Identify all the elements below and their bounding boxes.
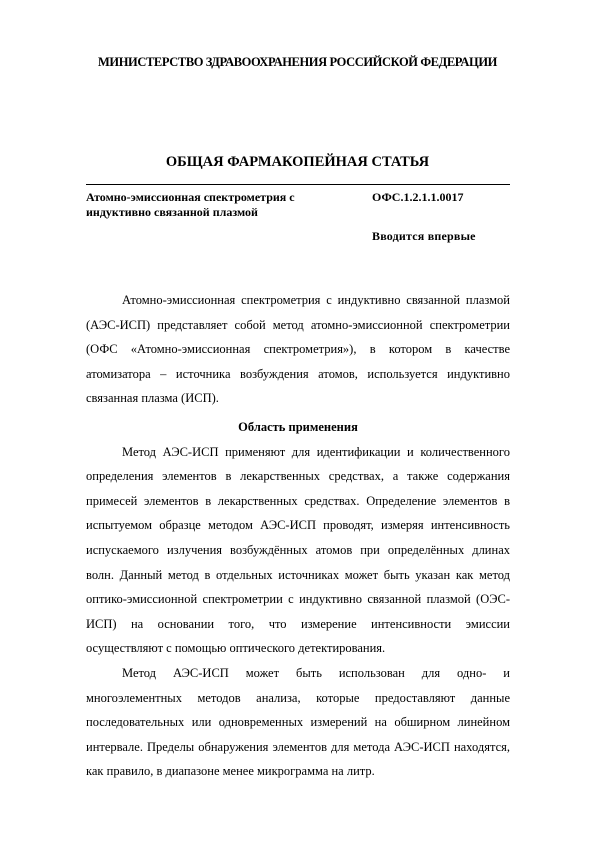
document-title: ОБЩАЯ ФАРМАКОПЕЙНАЯ СТАТЬЯ: [165, 154, 430, 170]
header-divider: [86, 184, 510, 185]
document-body: [86, 288, 510, 784]
article-name: Атомно-эмиссионная спектрометрия с индуктивно связанной плазмой: [86, 190, 295, 219]
section-heading: Область применения: [238, 419, 358, 434]
paragraph-scope-1: Метод АЭС-ИСП применяют для идентификации и количественного определения элементов в лекарственных средствах, а также содержания примесей элементов в лекарственных средствах. Определение элементов в испытуемом образце методом АЭС-ИСП проводят, измеряя интенсивность испускаемого излучения возбуждённых атомов при определённых длинах волн. Данный метод в отдельных источниках может быть указан как метод оптико-эмиссионной спектрометрии с индуктивно связанной плазмой (ОЭС-ИСП) на основании того, что измерение интенсивности эмиссии осуществляют с помощью оптического детектирования.: [86, 444, 510, 656]
article-intro-note: Вводится впервые: [372, 229, 476, 243]
ministry-header: МИНИСТЕРСТВО ЗДРАВООХРАНЕНИЯ РОССИЙСКОЙ ФЕДЕРАЦИИ: [98, 55, 497, 69]
article-code: ОФС.1.2.1.1.0017: [372, 190, 464, 204]
paragraph-scope-2: Метод АЭС-ИСП может быть использован для одно- и многоэлементных методов анализа, которые предоставляют данные последовательных или одновременных измерений на обширном линейном интервале. Пределы обнаружения элементов для метода АЭС-ИСП находятся, как правило, в диапазоне менее микрограмма на литр.: [86, 665, 510, 779]
intro-paragraph: Атомно-эмиссионная спектрометрия с индуктивно связанной плазмой (АЭС-ИСП) представляет собой метод атомно-эмиссионной спектрометрии (ОФС «Атомно-эмиссионная спектрометрия»), в котором в качестве атомизатора – источника возбуждения атомов, используется индуктивно связанная плазма (ИСП).: [86, 293, 510, 406]
